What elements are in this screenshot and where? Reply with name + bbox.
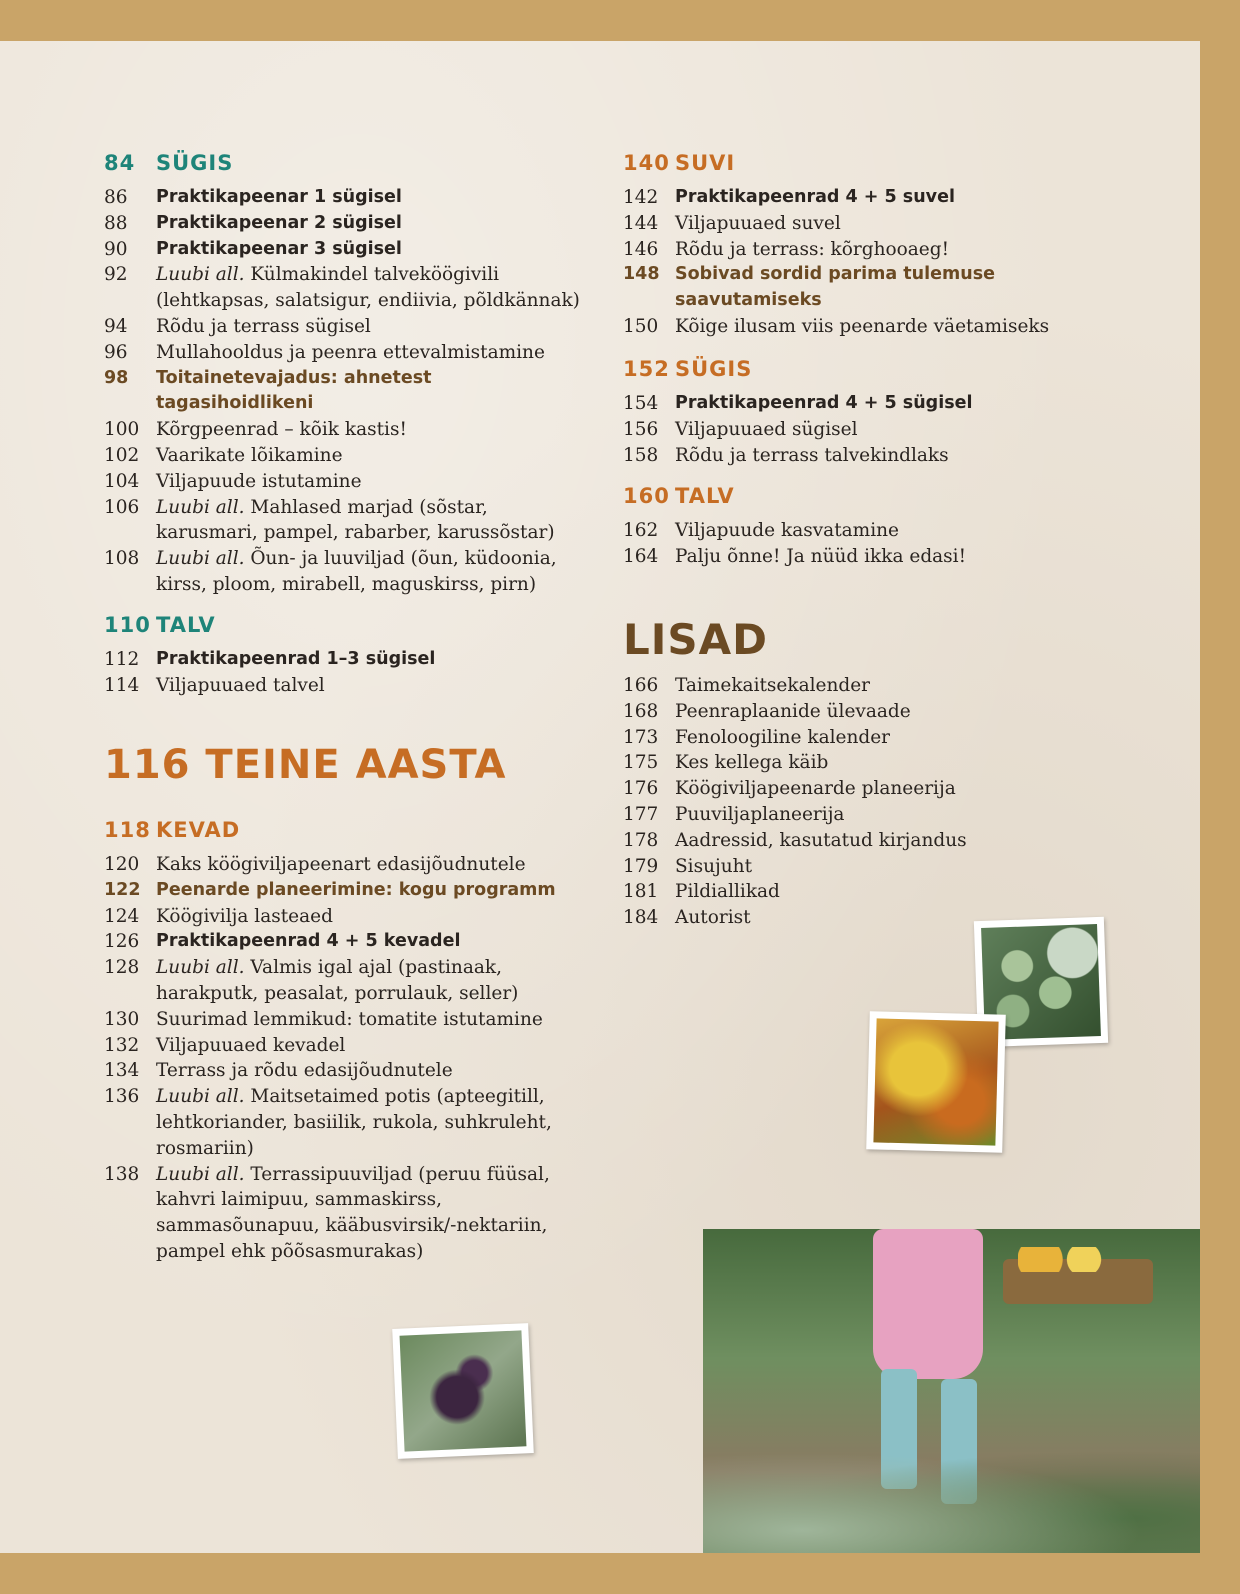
entry-title: Rõdu ja terrass talvekindlaks: [675, 444, 949, 466]
entry-text: Õun- ja luuviljad (õun, küdoonia, kirss, ploom, mirabell, maguskirss, pirn): [156, 548, 557, 595]
entry-title: Aadressid, kasutatud kirjandus: [675, 829, 967, 851]
entry-italic-prefix: Luubi all.: [156, 548, 245, 570]
entry-title: Sobivad sordid parima tulemuse saavutamiseks: [675, 264, 995, 311]
page-number: 94: [104, 316, 128, 337]
toc-entry: [623, 518, 1113, 544]
page-number: 134: [104, 1060, 140, 1082]
entry-title: Rõdu ja terrass: kõrghooaeg!: [675, 238, 950, 260]
entry-title: Praktikapeenrad 4 + 5 sügisel: [675, 393, 973, 413]
toc-entry: [104, 1007, 594, 1033]
entry-title: Viljapuude kasvatamine: [675, 520, 899, 541]
entry-title: Kõige ilusam viis peenarde väetamiseks: [675, 316, 1050, 337]
section-heading: 152 SÜGIS: [623, 357, 753, 381]
toc-entry: [104, 546, 594, 598]
toc-entry: [623, 185, 1113, 211]
page-number: 179: [623, 855, 659, 877]
entry-title: [156, 1162, 594, 1265]
entry-title: Praktikapeenrad 4 + 5 kevadel: [156, 931, 461, 952]
toc-entry: [104, 211, 594, 237]
entry-title: Toitainetevajadus: ahnetest tagasihoidlikeni: [156, 367, 432, 414]
toc-entry: [104, 314, 594, 340]
page-number: 150: [623, 316, 659, 337]
toc-entry: [623, 699, 1113, 725]
autumn-leaf-photo: [866, 1011, 1006, 1153]
toc-entry: [104, 495, 594, 547]
toc-entry: [104, 366, 594, 418]
toc-entry: [104, 878, 594, 904]
entry-title: Viljapuuaed talvel: [156, 674, 325, 696]
page-number: 184: [623, 907, 659, 929]
entry-title: Suurimad lemmikud: tomatite istutamine: [156, 1008, 543, 1030]
toc-entry: [104, 185, 594, 211]
page-number: 168: [623, 700, 659, 722]
entry-title: [156, 546, 594, 598]
entry-title: Praktikapeenrad 1–3 sügisel: [156, 649, 436, 669]
toc-entry: [104, 1058, 594, 1084]
page-number: 104: [104, 470, 140, 492]
entry-title: Köögiviljapeenarde planeerija: [675, 778, 956, 800]
section-heading: 110 TALV: [104, 613, 216, 637]
toc-entry: [104, 673, 594, 699]
entry-title: Rõdu ja terrass sügisel: [156, 316, 371, 337]
page-number: 178: [623, 829, 659, 851]
page-number: 158: [623, 444, 659, 466]
toc-entry: [104, 469, 594, 495]
page-number: 148: [623, 264, 660, 285]
toc-entry: [623, 443, 1113, 469]
toc-entry: [104, 1162, 594, 1265]
toc-entry: [623, 544, 1113, 570]
appendix-heading: LISAD: [623, 615, 769, 664]
page-number: 164: [623, 545, 659, 567]
page-number: 124: [104, 905, 140, 927]
page-number: 138: [104, 1163, 140, 1185]
entry-title: [156, 262, 594, 314]
page-number: 92: [104, 264, 128, 286]
toc-entry: [104, 1084, 594, 1161]
entry-italic-prefix: Luubi all.: [156, 957, 245, 979]
page-number: 102: [104, 445, 140, 466]
entry-title: Viljapuuaed kevadel: [156, 1034, 346, 1056]
toc-entry: [104, 647, 594, 673]
page-number: 166: [623, 675, 659, 696]
page-number: 114: [104, 674, 140, 696]
page-number: 154: [623, 393, 659, 414]
year-heading: 116 TEINE AASTA: [104, 742, 507, 788]
toc-entry: [623, 211, 1113, 237]
toc-entry: [104, 852, 594, 878]
entry-title: Peenarde planeerimine: kogu programm: [156, 879, 556, 900]
page-number: 86: [104, 187, 128, 208]
toc-entry: [104, 237, 594, 263]
toc-entry: [104, 262, 594, 314]
entry-text: Mahlased marjad (sõstar, karusmari, pampel, rabarber, karussõstar): [156, 496, 555, 544]
toc-entry: [104, 929, 594, 955]
entry-title: [156, 495, 594, 547]
toc-entry: [623, 828, 1113, 854]
page-number: 128: [104, 957, 140, 979]
toc-entry: [104, 443, 594, 469]
toc-entry: [623, 237, 1113, 263]
entry-title: Kõrgpeenrad – kõik kastis!: [156, 419, 407, 441]
page-number: 144: [623, 212, 659, 234]
garden-path-photo: [703, 1229, 1200, 1553]
page-number: 173: [623, 726, 659, 748]
page-number: 130: [104, 1008, 140, 1030]
entry-title: Viljapuuaed suvel: [675, 212, 841, 234]
entry-italic-prefix: Luubi all.: [156, 496, 245, 518]
entry-title: Autorist: [675, 907, 751, 929]
page-number: 136: [104, 1086, 140, 1108]
entry-title: Vaarikate lõikamine: [156, 445, 343, 466]
entry-text: Valmis igal ajal (pastinaak, harakputk, peasalat, porrulauk, seller): [156, 957, 519, 1004]
entry-title: [156, 955, 594, 1007]
section-heading: 140 SUVI: [623, 151, 736, 175]
entry-title: Puuviljaplaneerija: [675, 804, 845, 825]
entry-title: Palju õnne! Ja nüüd ikka edasi!: [675, 545, 967, 567]
section-heading: 160 TALV: [623, 484, 735, 508]
entry-italic-prefix: Luubi all.: [156, 1163, 245, 1185]
page-number: 177: [623, 804, 659, 825]
page-number: 142: [623, 187, 659, 208]
page-number: 162: [623, 520, 659, 541]
entry-italic-prefix: Luubi all.: [156, 1086, 245, 1108]
entry-text: Maitsetaimed potis (apteegitill, lehtkoriander, basiilik, rukola, suhkruleht, rosmariin): [156, 1086, 552, 1159]
toc-entry: [104, 340, 594, 366]
toc-entry: [104, 904, 594, 930]
page-number: 181: [623, 881, 659, 903]
toc-entry: [623, 391, 1113, 417]
entry-text: Külmakindel talveköögivili (lehtkapsas, salatsigur, endiivia, põldkännak): [156, 264, 580, 312]
entry-title: Praktikapeenar 1 sügisel: [156, 187, 402, 207]
section-heading: 84 SÜGIS: [104, 151, 234, 175]
toc-entry: [623, 673, 1113, 699]
page-number: 176: [623, 778, 659, 800]
entry-title: Kaks köögiviljapeenart edasijõudnutele: [156, 854, 526, 875]
page-number: 132: [104, 1034, 140, 1056]
toc-entry: [623, 854, 1113, 880]
toc-entry: [623, 750, 1113, 776]
toc-entry: [623, 725, 1113, 751]
entry-title: Pildiallikad: [675, 881, 780, 903]
toc-entry: [623, 879, 1113, 905]
page-number: 96: [104, 341, 128, 363]
entry-text: Terrassipuuviljad (peruu füüsal, kahvri laimipuu, sammaskirss, sammasõunapuu, kääbusvirsik/-nektariin, pampel ehk põõsasmurakas): [156, 1163, 550, 1262]
page-number: 156: [623, 418, 659, 440]
entry-title: Fenoloogiline kalender: [675, 726, 891, 748]
toc-entry: [623, 802, 1113, 828]
entry-title: Praktikapeenrad 4 + 5 suvel: [675, 187, 955, 207]
toc-entry: [104, 417, 594, 443]
toc-entry: [623, 776, 1113, 802]
page-number: 106: [104, 496, 140, 518]
toc-entry: [623, 262, 1113, 314]
page-number: 120: [104, 854, 140, 875]
page-number: 126: [104, 931, 140, 953]
entry-title: Köögivilja lasteaed: [156, 905, 333, 927]
section-heading: 118 KEVAD: [104, 818, 241, 842]
entry-title: Viljapuude istutamine: [156, 470, 362, 492]
entry-italic-prefix: Luubi all.: [156, 264, 245, 286]
toc-page: [0, 41, 1200, 1553]
page-number: 98: [104, 367, 129, 388]
page-number: 112: [104, 649, 140, 670]
toc-entry: [623, 417, 1113, 443]
entry-title: Kes kellega käib: [675, 752, 829, 774]
entry-title: Mullahooldus ja peenra ettevalmistamine: [156, 341, 545, 363]
page-number: 88: [104, 212, 128, 234]
toc-entry: [104, 955, 594, 1007]
entry-title: Terrass ja rõdu edasijõudnutele: [156, 1060, 453, 1082]
toc-entry: [623, 314, 1113, 340]
entry-title: Praktikapeenar 2 sügisel: [156, 212, 402, 233]
entry-title: Praktikapeenar 3 sügisel: [156, 238, 402, 259]
page-number: 108: [104, 548, 140, 570]
page-number: 90: [104, 238, 128, 260]
elderberry-photo: [392, 1323, 534, 1459]
toc-entry: [104, 1033, 594, 1059]
page-number: 100: [104, 419, 140, 441]
entry-title: [156, 1084, 594, 1161]
entry-title: Taimekaitsekalender: [675, 675, 871, 696]
entry-title: Viljapuuaed sügisel: [675, 418, 858, 440]
page-number: 175: [623, 752, 659, 774]
entry-title: Sisujuht: [675, 855, 752, 877]
page-number: 122: [104, 879, 141, 900]
page-number: 146: [623, 238, 659, 260]
entry-title: Peenraplaanide ülevaade: [675, 700, 911, 722]
